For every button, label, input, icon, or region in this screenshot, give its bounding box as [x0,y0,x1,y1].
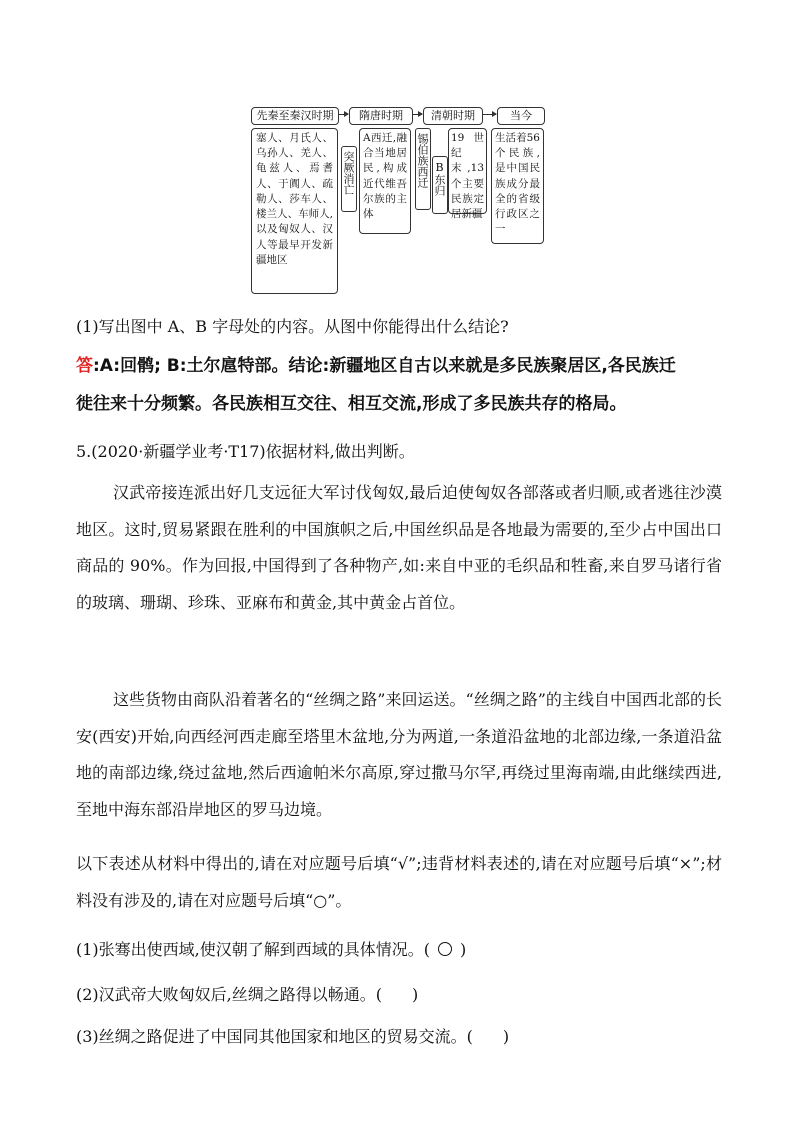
item-2-text: (2)汉武帝大败匈奴后,丝绸之路得以畅通。( [76,985,382,1004]
material-paragraph-2: 这些货物由商队沿着著名的“丝绸之路”来回运送。“丝绸之路”的主线自中国西北部的长安(西安)开始,向西经河西走廊至塔里木盆地,分为两道,一条道沿盆地的北部边缘,一条道沿盆地的南部边缘,绕过盆地,然后西逾帕米尔高原,穿过撒马尔罕,再绕过里海南端,由此继续西进,至地中海东部沿岸地区的罗马边境。 [76,690,722,819]
item-1-close: ) [460,940,467,959]
circle-mark-icon [438,942,452,956]
question-1: (1)写出图中 A、B 字母处的内容。从图中你能得出什么结论? [76,317,509,336]
item-3-close: ) [502,1027,510,1046]
answer-text-1: :A:回鹘; B:土尔扈特部。结论:新疆地区自古以来就是多民族聚居区,各民族迁 [93,356,676,376]
item-3-text: (3)丝绸之路促进了中国同其他国家和地区的贸易交流。( [76,1027,473,1046]
question-5-header: 5.(2020·新疆学业考·T17)依据材料,做出判断。 [76,442,415,461]
ethnic-history-diagram [248,104,548,296]
answer-label: 答 [76,356,93,376]
arrow-2 [412,114,422,115]
period-pre-qin-han: 先秦至秦汉时期 [251,107,339,125]
box-sui-tang: A西迁,融合当地居民,构成近代维吾尔族的主体 [359,128,411,234]
item-1-text: (1)张骞出使西域,使汉朝了解到西域的具体情况。( [76,940,430,959]
answer-block [76,347,722,423]
item-2-close: ) [412,985,419,1004]
period-today: 当今 [497,107,545,125]
item-2 [76,982,418,1005]
arrow-3 [482,114,496,115]
answer-line-1 [76,347,722,385]
box-early-peoples: 塞人、月氏人、乌孙人、羌人、龟兹人、焉耆人、于阗人、疏勒人、莎车人、楼兰人、车师人,以及匈奴人、汉人等最早开发新疆地区 [251,128,338,294]
box-today: 生活着56个民族,是中国民族成分最全的省级行政区之一 [491,128,544,244]
period-sui-tang: 隋唐时期 [349,107,413,125]
box-tujue-vertical: 突厥消亡 [341,146,357,212]
arrow-1 [338,114,348,115]
box-qing: 19世纪末,13个主要民族定居新疆 [448,128,487,214]
item-3 [76,1024,509,1047]
box-b-return-vertical: B东归 [432,156,448,214]
item-1 [76,937,466,960]
box-xibo-vertical: 锡伯族西迁 [415,128,431,210]
instruction-text: 以下表述从材料中得出的,请在对应题号后填“√”;违背材料表述的,请在对应题号后填“×”;材料没有涉及的,请在对应题号后填“○”。 [76,854,722,910]
period-qing: 清朝时期 [423,107,483,125]
answer-text-2: 徙往来十分频繁。各民族相互交往、相互交流,形成了多民族共存的格局。 [76,394,627,414]
material-paragraph-1: 汉武帝接连派出好几支远征大军讨伐匈奴,最后迫使匈奴各部落或者归顺,或者逃往沙漠地区。这时,贸易紧跟在胜利的中国旗帜之后,中国丝织品是各地最为需要的,至少占中国出口商品的 90%。作为回报,中国得到了各种物产,如:来自中亚的毛织品和牲畜,来自罗马诸行省的玻璃、珊瑚、珍珠、亚麻布和黄金,其中黄金占首位。 [76,483,722,612]
